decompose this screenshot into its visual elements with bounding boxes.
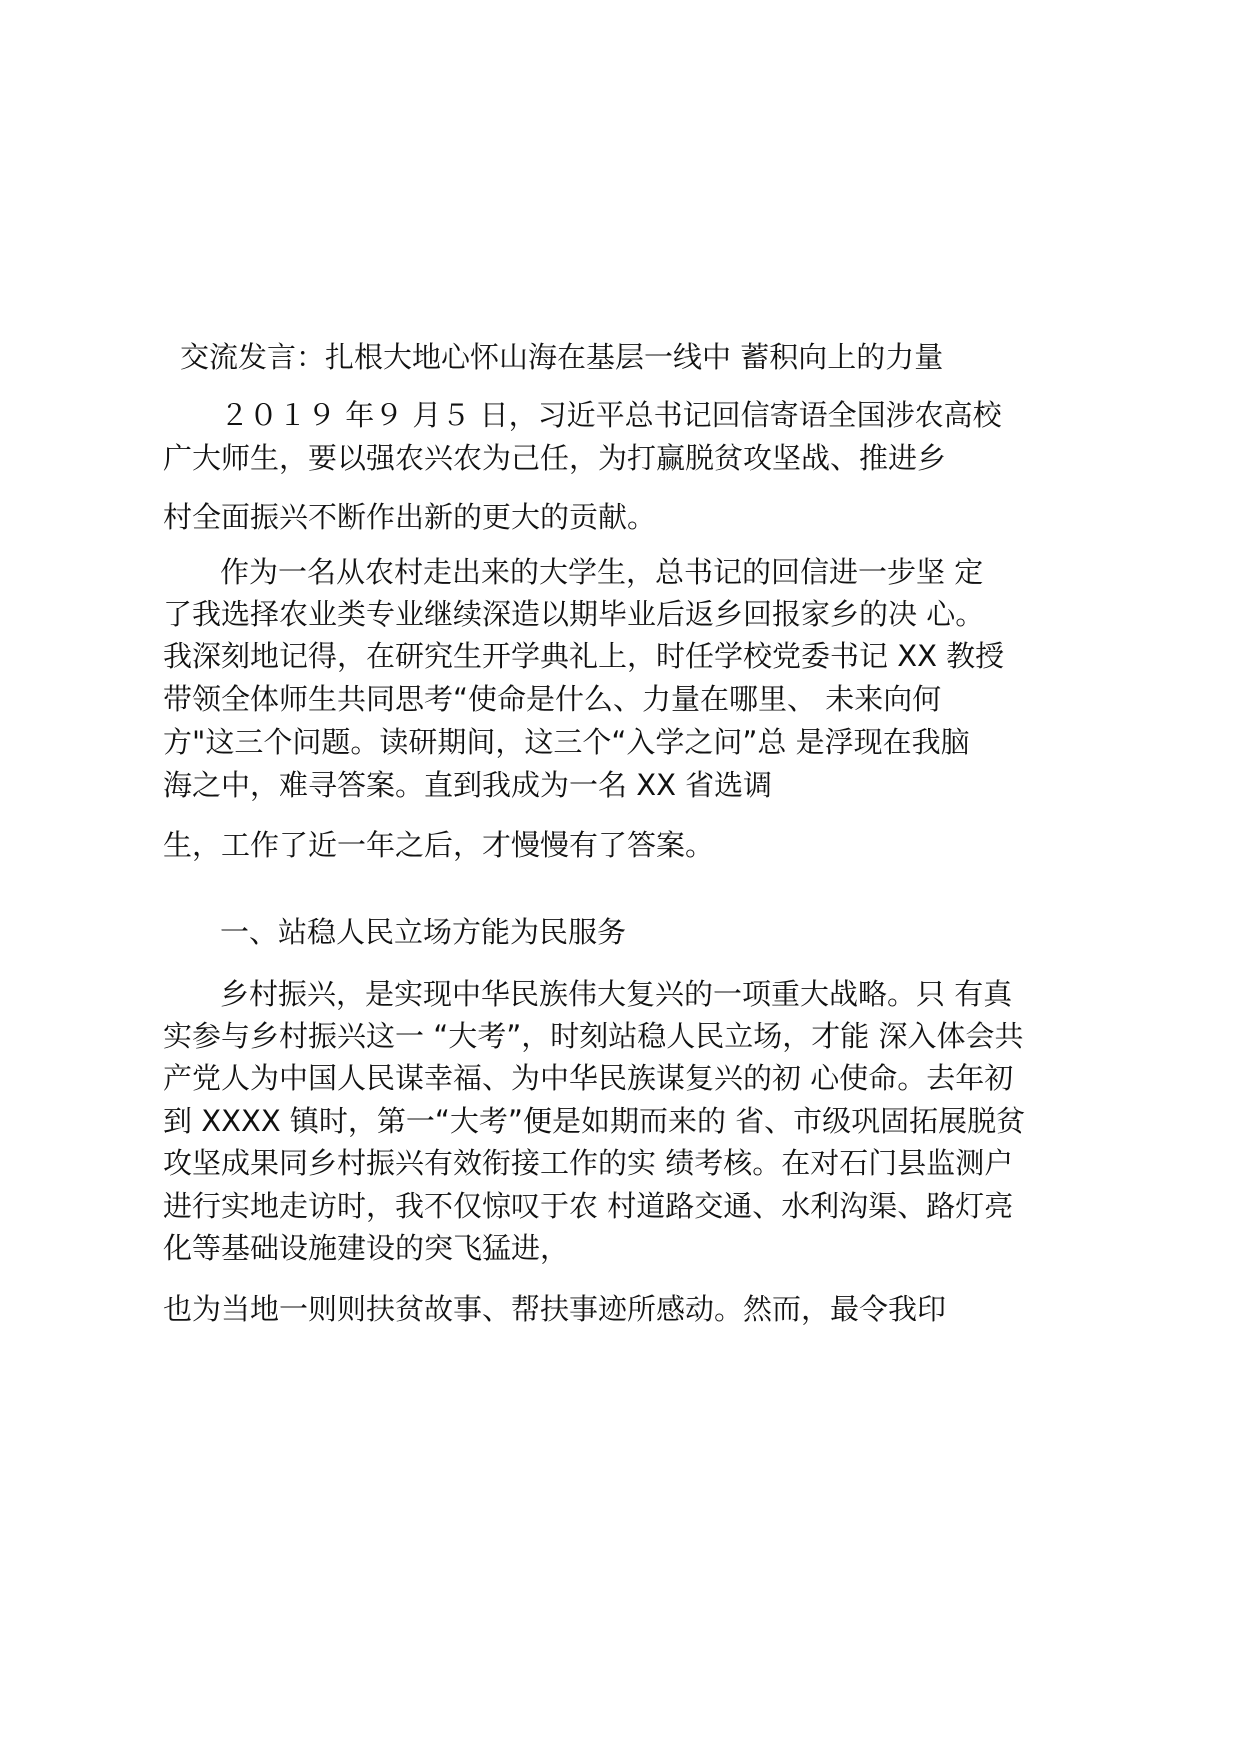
paragraph-line: 到 XXXX 镇时，第一“大考”便是如期而来的 省、市级巩固拓展脱贫: [163, 1104, 1026, 1138]
paragraph-line: 我深刻地记得，在研究生开学典礼上，时任学校党委书记 XX 教授: [163, 639, 1005, 673]
paragraph-line: 广大师生，要以强农兴农为己任，为打赢脱贫攻坚战、推进乡: [163, 441, 947, 475]
paragraph-line: 了我选择农业类专业继续深造以期毕业后返乡回报家乡的决 心。: [163, 597, 985, 631]
section-heading: 一、站稳人民立场方能为民服务: [220, 915, 627, 949]
paragraph-line: 海之中，难寻答案。直到我成为一名 XX 省选调: [163, 768, 773, 802]
paragraph-line: ２０１９ 年９ 月５ 日，习近平总书记回信寄语全国涉农高校: [220, 398, 1002, 432]
paragraph-line: 产党人为中国人民谋幸福、为中华民族谋复兴的初 心使命。去年初: [163, 1061, 1014, 1095]
paragraph-line: 方"这三个问题。读研期间，这三个“入学之问”总 是浮现在我脑: [163, 725, 970, 759]
document-title: 交流发言：扎根大地心怀山海在基层一线中 蓄积向上的力量: [180, 340, 944, 374]
paragraph-line: 进行实地走访时，我不仅惊叹于农 村道路交通、水利沟渠、路灯亮: [163, 1189, 1014, 1223]
paragraph-line: 也为当地一则则扶贫故事、帮扶事迹所感动。然而，最令我印: [163, 1292, 947, 1326]
paragraph-line: 乡村振兴，是实现中华民族伟大复兴的一项重大战略。只 有真: [220, 977, 1013, 1011]
paragraph-line: 带领全体师生共同思考“使命是什么、力量在哪里、 未来向何: [163, 682, 942, 716]
paragraph-line: 攻坚成果同乡村振兴有效衔接工作的实 绩考核。在对石门县监测户: [163, 1146, 1014, 1180]
paragraph-line: 作为一名从农村走出来的大学生，总书记的回信进一步坚 定: [220, 555, 984, 589]
paragraph-line: 化等基础设施建设的突飞猛进，: [163, 1231, 570, 1265]
paragraph-line: 村全面振兴不断作出新的更大的贡献。: [163, 500, 657, 534]
paragraph-line: 生，工作了近一年之后，才慢慢有了答案。: [163, 828, 715, 862]
paragraph-line: 实参与乡村振兴这一 “大考”，时刻站稳人民立场，才能 深入体会共: [163, 1019, 1024, 1053]
